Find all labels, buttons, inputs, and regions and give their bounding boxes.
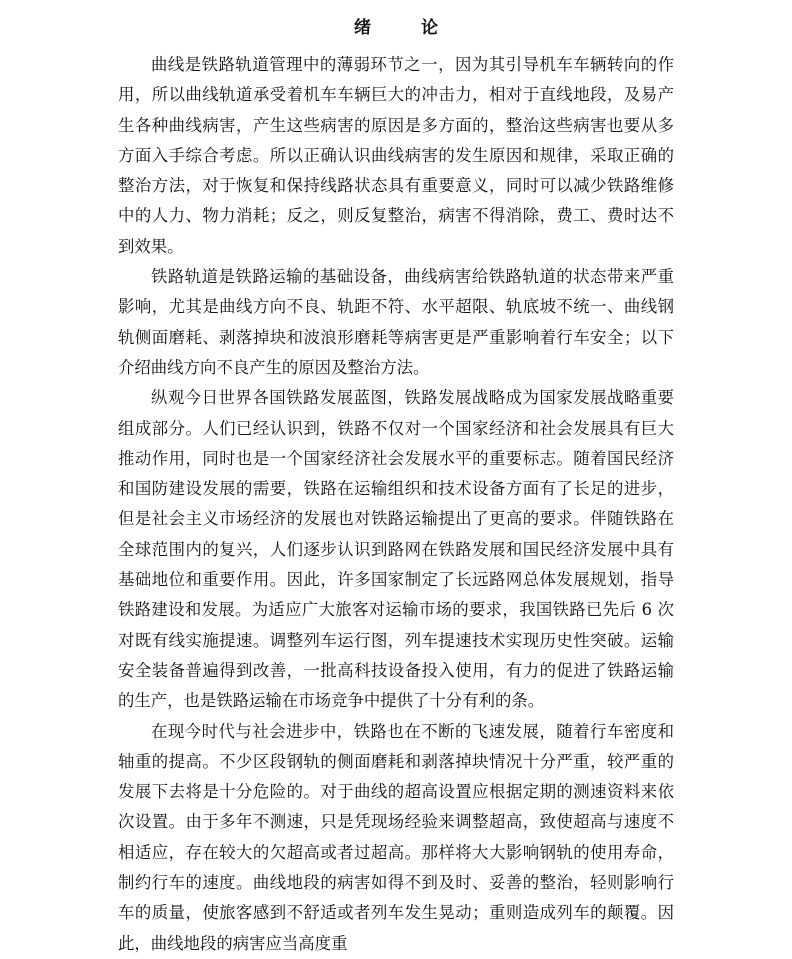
paragraph-1: 曲线是铁路轨道管理中的薄弱环节之一，因为其引导机车车辆转向的作用，所以曲线轨道承受着机车车辆巨大的冲击力，相对于直线地段，及易产生各种曲线病害，产生这些病害的原因是多方面的，整治这些病害也要从多方面入手综合考虑。所以正确认识曲线病害的发生原因和规律，采取正确的整治方法，对于恢复和保持线路状态具有重要意义，同时可以减少铁路维修中的人力、物力消耗；反之，则反复整治，病害不得消除，费工、费时达不到效果。 [118, 55, 674, 256]
page-title: 绪 论 [354, 18, 460, 38]
paragraph-2: 铁路轨道是铁路运输的基础设备，曲线病害给铁路轨道的状态带来严重影响，尤其是曲线方向不良、轨距不符、水平超限、轨底坡不统一、曲线钢轨侧面磨耗、剥落掉块和波浪形磨耗等病害更是严重影响着行车安全；以下介绍曲线方向不良产生的原因及整治方法。 [118, 267, 674, 377]
paragraph-3: 纵观今日世界各国铁路发展蓝图，铁路发展战略成为国家发展战略重要组成部分。人们已经认识到，铁路不仅对一个国家经济和社会发展具有巨大推动作用，同时也是一个国家经济社会发展水平的重要标志。随着国民经济和国防建设发展的需要，铁路在运输组织和技术设备方面有了长足的进步，但是社会主义市场经济的发展也对铁路运输提出了更高的要求。伴随铁路在全球范围内的复兴，人们逐步认识到路网在铁路发展和国民经济发展中具有基础地位和重要作用。因此，许多国家制定了长远路网总体发展规划，指导铁路建设和发展。为适应广大旅客对运输市场的要求，我国铁路已先后 6 次对既有线实施提速。调整列车运行图，列车提速技术实现历史性突破。运输安全装备普遍得到改善，一批高科技设备投入使用，有力的促进了铁路运输的生产，也是铁路运输在市场竞争中提供了十分有利的条。 [118, 388, 674, 711]
document-body [118, 50, 674, 959]
paragraph-4: 在现今时代与社会进步中，铁路也在不断的飞速发展，随着行车密度和轴重的提高。不少区段钢轨的侧面磨耗和剥落掉块情况十分严重，较严重的发展下去将是十分危险的。对于曲线的超高设置应根据定期的测速资料来依次设置。由于多年不测速，只是凭现场经验来调整超高，致使超高与速度不相适应，存在较大的欠超高或者过超高。那样将大大影响钢轨的使用寿命，制约行车的速度。曲线地段的病害如得不到及时、妥善的整治，轻则影响行车的质量，使旅客感到不舒适或者列车发生晃动；重则造成列车的颠覆。因此，曲线地段的病害应当高度重 [118, 721, 674, 953]
